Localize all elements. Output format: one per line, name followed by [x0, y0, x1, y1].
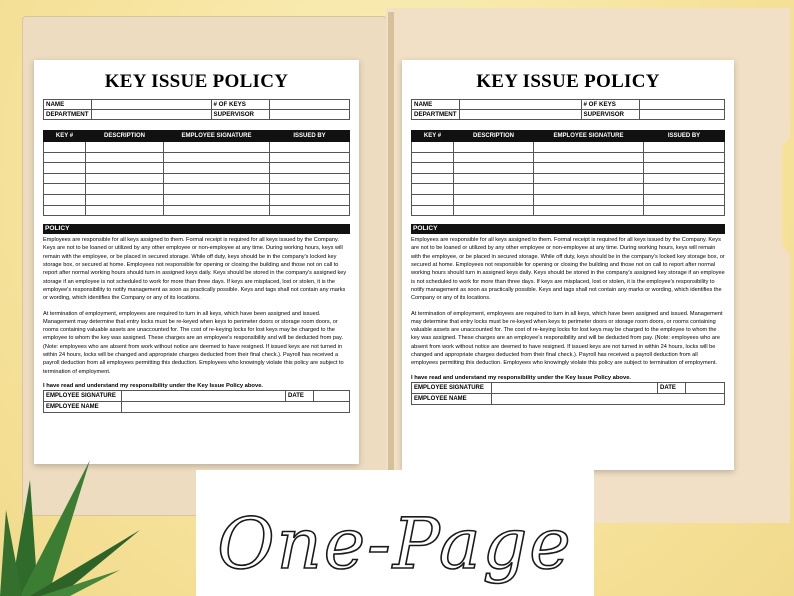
department-field[interactable]	[459, 110, 581, 120]
employee-signature-field[interactable]	[122, 390, 286, 401]
table-row[interactable]	[44, 173, 350, 184]
employee-name-label: EMPLOYEE NAME	[44, 401, 122, 412]
table-row[interactable]	[412, 163, 725, 174]
employee-name-field[interactable]	[492, 393, 725, 404]
supervisor-label: SUPERVISOR	[581, 110, 639, 120]
plant-leaves-icon	[0, 420, 150, 596]
table-row[interactable]	[412, 152, 725, 163]
department-label: DEPARTMENT	[412, 110, 460, 120]
table-row[interactable]	[412, 194, 725, 205]
col-key-num: KEY #	[44, 131, 86, 142]
table-row[interactable]	[412, 142, 725, 153]
date-label: DATE	[286, 390, 314, 401]
supervisor-label: SUPERVISOR	[211, 110, 269, 120]
date-field[interactable]	[686, 382, 725, 393]
caption-script	[196, 470, 594, 596]
col-employee-signature: EMPLOYEE SIGNATURE	[164, 131, 270, 142]
policy-paragraph-2: At termination of employment, employees are required to turn in all keys, which have been assigned and issued. Management may determine that entry locks must be re-keyed when keys to perimeter doors or storage room doors, or rooms containing valuable assets are unaccounted for. The cost of re-keying locks for lost keys may be charged to the employee to whom the key was assigned. These charges are an employee's responsibility and will be deducted from pay. (Note: employees who are absent from work without notice are deemed to have resigned. If issued keys are not turned in within 24 hours, locks will be changed and appropriate charges deducted from their final check.). Payroll has received a payroll deduction from all employees permitting this deduction. Employees who knowingly violate this policy are subject to termination of employment.	[411, 310, 723, 367]
employee-signature-field[interactable]	[492, 382, 658, 393]
table-row[interactable]	[44, 184, 350, 195]
department-field[interactable]	[91, 110, 211, 120]
policy-paragraph-2: At termination of employment, employees are required to turn in all keys, which have been assigned and issued. Management may determine that entry locks must be re-keyed when keys to perimeter doors or storage room doors, or rooms containing valuable assets are unaccounted for. The cost of re-keying locks for lost keys may be charged to the employee to whom the key was assigned. These charges are an employee's responsibility and will be deducted from pay. (Note: employees who are absent from work without notice are deemed to have resigned. If issued keys are not turned in within 24 hours, locks will be changed and appropriate charges deducted from their final check.). Payroll has received a payroll deduction from all employees permitting this deduction. Employees who knowingly violate this policy are subject to termination of employment.	[43, 310, 344, 375]
acknowledgement-text: I have read and understand my responsibility under the Key Issue Policy above.	[411, 374, 632, 381]
policy-page-left	[34, 60, 359, 464]
employee-signature-label: EMPLOYEE SIGNATURE	[44, 390, 122, 401]
caption-card	[196, 470, 594, 596]
table-row[interactable]	[44, 142, 350, 153]
caption-text: One-Page	[217, 503, 573, 585]
folder-spine	[388, 12, 394, 517]
num-keys-field[interactable]	[639, 100, 724, 110]
col-description: DESCRIPTION	[454, 131, 534, 142]
signature-table	[43, 390, 350, 413]
date-label: DATE	[658, 382, 686, 393]
info-table	[43, 99, 350, 120]
num-keys-label: # OF KEYS	[581, 100, 639, 110]
employee-name-label: EMPLOYEE NAME	[412, 393, 492, 404]
page-title: KEY ISSUE POLICY	[476, 71, 660, 92]
page-title: KEY ISSUE POLICY	[104, 71, 289, 92]
name-field[interactable]	[91, 100, 211, 110]
name-field[interactable]	[459, 100, 581, 110]
info-table	[411, 99, 725, 120]
employee-signature-label: EMPLOYEE SIGNATURE	[412, 382, 492, 393]
supervisor-field[interactable]	[639, 110, 724, 120]
col-issued-by: ISSUED BY	[644, 131, 725, 142]
date-field[interactable]	[314, 390, 350, 401]
table-row[interactable]	[44, 205, 350, 216]
table-row[interactable]	[412, 205, 725, 216]
policy-paragraph-1: Employees are responsible for all keys assigned to them. Formal receipt is required for all keys issued by the Company. Keys are not to be loaned or utilized by any other employee or non-employee at any time. During working hours, keys will remain with the employee, or be placed in secured storage. While off duty, keys should be in the company's locked key storage box, or secured at home. Employees not responsible for opening or closing the building and those not on call to report after normal working hours should turn in assigned keys daily. Keys should be stored in the company's assigned key storage if an employee is not scheduled to work for more than three days. If keys are misplaced, lost or stolen, it is the employee's responsibility to notify management as soon as practically possible. Keys and tags shall not contain any marks or wording, which identifies the Company or any of its locations.	[411, 237, 725, 302]
policy-page-right	[402, 60, 734, 470]
table-row[interactable]	[44, 163, 350, 174]
signature-table	[411, 382, 725, 405]
col-description: DESCRIPTION	[86, 131, 164, 142]
col-employee-signature: EMPLOYEE SIGNATURE	[534, 131, 644, 142]
policy-heading: POLICY	[43, 224, 350, 234]
policy-heading: POLICY	[411, 224, 725, 234]
col-key-num: KEY #	[412, 131, 454, 142]
table-row[interactable]	[44, 194, 350, 205]
table-row[interactable]	[44, 152, 350, 163]
table-row[interactable]	[412, 184, 725, 195]
policy-paragraph-1: Employees are responsible for all keys assigned to them. Formal receipt is required for all keys issued by the Company. Keys are not to be loaned or utilized by any other employee or non-employee at any time. During working hours, keys will remain with the employee, or be placed in secured storage. While off duty, keys should be in the company's locked key storage box, or secured at home. Employees not responsible for opening or closing the building and those not on call to report after normal working hours should turn in assigned keys daily. Keys should be stored in the company's assigned key storage if an employee is not scheduled to work for more than three days. If keys are misplaced, lost or stolen, it is the employee's responsibility to notify management as soon as practically possible. Keys and tags shall not contain any marks or wording, which identifies the Company or any of its locations.	[43, 237, 347, 302]
acknowledgement-text: I have read and understand my responsibility under the Key Issue Policy above.	[43, 382, 264, 389]
table-row[interactable]	[412, 173, 725, 184]
keys-table	[411, 130, 725, 216]
num-keys-label: # OF KEYS	[211, 100, 269, 110]
department-label: DEPARTMENT	[44, 110, 92, 120]
keys-table	[43, 130, 350, 216]
employee-name-field[interactable]	[122, 401, 350, 412]
num-keys-field[interactable]	[269, 100, 349, 110]
supervisor-field[interactable]	[269, 110, 349, 120]
name-label: NAME	[412, 100, 460, 110]
name-label: NAME	[44, 100, 92, 110]
col-issued-by: ISSUED BY	[270, 131, 350, 142]
